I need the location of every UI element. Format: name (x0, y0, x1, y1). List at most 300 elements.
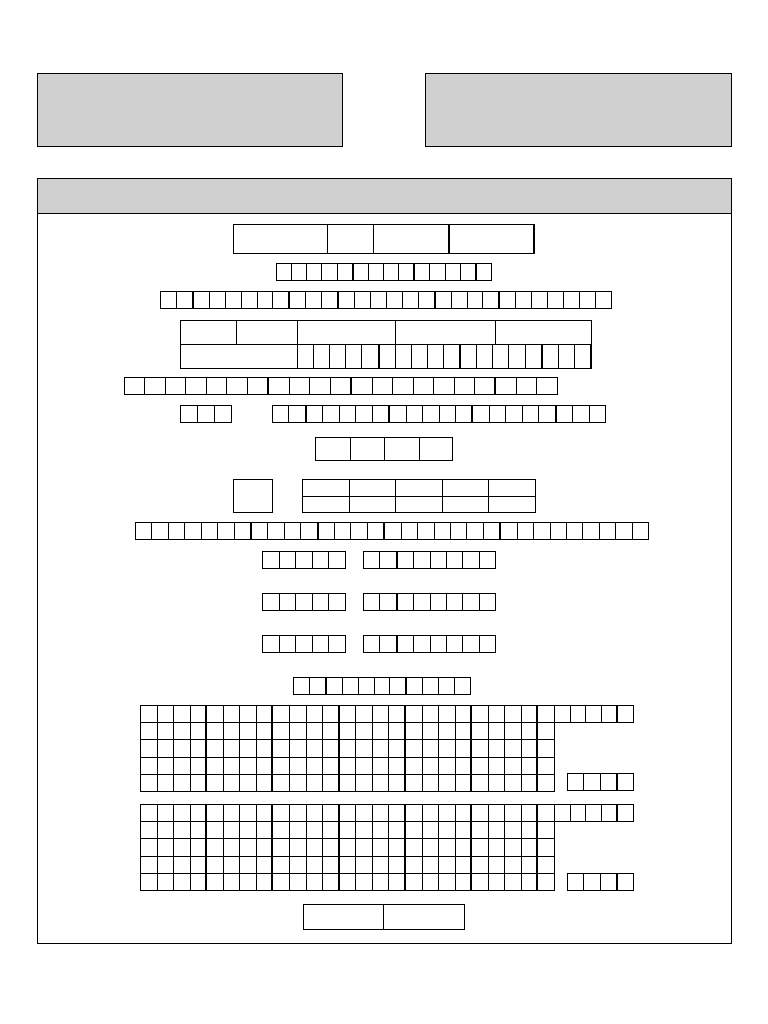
strip-cell (455, 378, 475, 394)
strip-cell (431, 594, 447, 610)
strip-cell (194, 292, 210, 308)
grid-cell (372, 873, 390, 891)
strip-cell (583, 523, 599, 539)
strip-cell (319, 523, 335, 539)
grid-cell (190, 757, 208, 775)
strip-cell (444, 345, 461, 368)
strip-cell (330, 345, 346, 368)
grid-cell (322, 821, 340, 839)
strip-cell (452, 292, 468, 308)
strip-cell (616, 523, 632, 539)
strip-cell (145, 378, 165, 394)
grid-cell (157, 739, 175, 757)
grid-b-side-top (554, 804, 634, 822)
strip-cell (467, 523, 483, 539)
grid-cell (537, 739, 555, 757)
grid-cell (223, 856, 241, 874)
grid-cell (388, 757, 406, 775)
grid-cell (488, 757, 506, 775)
strip-cell (369, 264, 384, 280)
strip-cell (567, 523, 583, 539)
grid-cell (372, 757, 390, 775)
grid-cell (173, 856, 191, 874)
strip-cell (534, 523, 550, 539)
grid-cell (190, 739, 208, 757)
strip-cell (248, 378, 269, 394)
strip-cell (298, 345, 314, 368)
grid-cell (405, 821, 423, 839)
strip-cell (618, 874, 634, 890)
grid-cell (339, 838, 357, 856)
grid-a-side-top (554, 705, 634, 723)
grid-cell (471, 722, 489, 740)
grid-cell (388, 722, 406, 740)
top-right-box (425, 73, 732, 147)
strip-cell (289, 406, 306, 422)
grid-cell (306, 705, 324, 723)
main-panel (37, 178, 732, 944)
grid-cell (455, 739, 473, 757)
grid-a-side-bottom (567, 773, 634, 791)
strip-cell (490, 406, 506, 422)
grid-cell (140, 774, 158, 792)
strip-cell (539, 406, 556, 422)
grid-cell (339, 856, 357, 874)
small-table (302, 479, 536, 513)
strip-cell (364, 636, 380, 652)
grid-cell (306, 757, 324, 775)
grid-cell (157, 838, 175, 856)
grid-cell (173, 757, 191, 775)
grid-cell (537, 705, 555, 723)
strip-cell (601, 874, 618, 890)
strip-cell (235, 523, 252, 539)
grid-cell (471, 757, 489, 775)
grid-cell (256, 838, 274, 856)
strip-cell (331, 378, 352, 394)
strip-cell (343, 678, 359, 694)
grid-cell (455, 705, 473, 723)
strip-cell (387, 292, 403, 308)
strip-cell (280, 636, 297, 652)
grid-cell (488, 774, 506, 792)
strip-cell (263, 636, 280, 652)
grid-cell (405, 757, 423, 775)
strip-row-5 (135, 522, 649, 540)
grid-cell (256, 856, 274, 874)
strip-row-4-long (272, 405, 606, 423)
strip-cell (285, 523, 301, 539)
grid-cell (471, 705, 489, 723)
strip-cell (468, 292, 484, 308)
grid-cell (140, 838, 158, 856)
strip-cell (398, 552, 414, 568)
grid-cell (537, 873, 555, 891)
grid-cell (438, 705, 456, 723)
strip-row-2 (160, 291, 612, 309)
grid-cell (190, 774, 208, 792)
grid-cell (521, 856, 539, 874)
grid-cell (140, 856, 158, 874)
strip-cell (294, 678, 310, 694)
strip-cell (273, 406, 289, 422)
strip-cell (263, 594, 280, 610)
grid-cell (239, 838, 257, 856)
grid-cell (405, 873, 423, 891)
grid-cell (339, 757, 357, 775)
grid-cell (157, 873, 175, 891)
grid-cell (355, 757, 373, 775)
strip-cell (399, 264, 415, 280)
strip-cell (169, 523, 185, 539)
grid-cell (157, 774, 175, 792)
grid-cell (537, 804, 555, 822)
grid-cell (455, 722, 473, 740)
grid-cell (339, 705, 357, 723)
strip-cell (339, 292, 355, 308)
grid-cell (405, 722, 423, 740)
strip-cell (313, 636, 330, 652)
grid-cell (405, 856, 423, 874)
grid-cell (405, 739, 423, 757)
strip-cell (590, 406, 606, 422)
grid-cell (256, 722, 274, 740)
grid-cell (157, 705, 175, 723)
grid-cell (488, 705, 506, 723)
grid-cell (504, 856, 522, 874)
strip-cell (314, 345, 330, 368)
strip-cell (428, 345, 444, 368)
strip-cell (215, 406, 232, 422)
strip-cell (269, 378, 289, 394)
strip-cell (280, 552, 297, 568)
grid-cell (521, 739, 539, 757)
strip-cell (364, 552, 380, 568)
grid-cell (140, 804, 158, 822)
grid-cell (488, 739, 506, 757)
grid-cell (488, 873, 506, 891)
strip-cell (456, 406, 473, 422)
grid-cell (438, 821, 456, 839)
top-left-box (37, 73, 343, 147)
strip-row-9 (293, 677, 471, 695)
grid-cell (339, 804, 357, 822)
grid-cell (405, 838, 423, 856)
grid-cell (256, 739, 274, 757)
strip-cell (559, 345, 575, 368)
grid-cell (405, 804, 423, 822)
strip-cell (431, 552, 447, 568)
grid-cell (422, 757, 440, 775)
strip-cell (268, 523, 284, 539)
grid-cell (422, 856, 440, 874)
grid-cell (223, 774, 241, 792)
grid-cell (239, 821, 257, 839)
strip-cell (501, 523, 517, 539)
strip-cell (380, 636, 397, 652)
strip-cell (618, 774, 634, 790)
strip-cell (307, 264, 322, 280)
grid-cell (173, 838, 191, 856)
grid-cell (521, 774, 539, 792)
strip-cell (396, 345, 412, 368)
strip-cell (446, 264, 461, 280)
grid-cell (173, 739, 191, 757)
grid-cell (239, 722, 257, 740)
strip-cell (296, 594, 313, 610)
grid-cell (372, 821, 390, 839)
strip-cell (436, 292, 452, 308)
grid-cell (206, 804, 224, 822)
strip-cell (306, 292, 322, 308)
strip-cell (181, 406, 198, 422)
strip-cell (362, 345, 379, 368)
grid-cell (471, 856, 489, 874)
strip-cell (207, 378, 227, 394)
grid-cell (504, 804, 522, 822)
strip-cell (483, 292, 500, 308)
strip-cell (573, 406, 589, 422)
strip-cell (523, 406, 539, 422)
grid-cell (223, 804, 241, 822)
grid-cell (306, 774, 324, 792)
grid-cell (256, 821, 274, 839)
strip-cell (484, 523, 501, 539)
strip-cell (412, 345, 428, 368)
grid-cell (289, 804, 307, 822)
strip-cell (390, 678, 407, 694)
strip-cell (380, 552, 397, 568)
strip-pair-1-left (262, 551, 346, 569)
grid-cell (322, 873, 340, 891)
strip-cell (354, 264, 369, 280)
grid-cell (223, 739, 241, 757)
strip-cell (548, 292, 564, 308)
grid-cell (471, 804, 489, 822)
grid-cell (355, 774, 373, 792)
strip-cell (475, 378, 496, 394)
strip-row-1 (276, 263, 492, 281)
grid-cell (422, 774, 440, 792)
strip-cell (414, 552, 430, 568)
grid-cell (206, 705, 224, 723)
grid-cell (455, 873, 473, 891)
grid-cell (173, 821, 191, 839)
grid-cell (438, 739, 456, 757)
strip-cell (385, 523, 401, 539)
grid-cell (521, 804, 539, 822)
strip-cell (263, 552, 280, 568)
grid-cell (372, 722, 390, 740)
strip-cell (227, 378, 247, 394)
grid-cell (256, 774, 274, 792)
strip-cell (218, 523, 234, 539)
strip-cell (380, 594, 397, 610)
strip-cell (186, 378, 206, 394)
strip-cell (451, 523, 467, 539)
grid-cell (157, 856, 175, 874)
grid-cell (190, 873, 208, 891)
grid-cell (256, 757, 274, 775)
grid-cell (504, 739, 522, 757)
strip-cell (496, 378, 516, 394)
strip-cell (419, 292, 436, 308)
strip-cell (355, 292, 371, 308)
strip-cell (543, 345, 559, 368)
strip-cell (509, 345, 525, 368)
strip-cell (526, 345, 543, 368)
strip-cell (277, 264, 292, 280)
grid-cell (537, 774, 555, 792)
grid-cell (322, 739, 340, 757)
strip-pair-2-right (363, 593, 496, 611)
strip-cell (415, 264, 430, 280)
grid-cell (521, 705, 539, 723)
strip-cell (568, 774, 584, 790)
strip-cell (390, 406, 406, 422)
grid-a (140, 705, 554, 791)
strip-cell (327, 678, 343, 694)
strip-row-3-a (124, 377, 558, 395)
strip-pair-3-right (363, 635, 496, 653)
strip-cell (584, 874, 600, 890)
grid-cell (521, 821, 539, 839)
segment-box-1 (233, 224, 535, 254)
grid-cell (438, 722, 456, 740)
strip-cell (329, 552, 346, 568)
strip-cell (430, 264, 445, 280)
grid-cell (388, 873, 406, 891)
grid-cell (355, 739, 373, 757)
grid-cell (488, 856, 506, 874)
grid-cell (206, 722, 224, 740)
grid-cell (173, 722, 191, 740)
strip-cell (480, 594, 496, 610)
strip-cell (455, 678, 471, 694)
strip-cell (423, 678, 439, 694)
grid-cell (206, 821, 224, 839)
grid-cell (504, 722, 522, 740)
strip-cell (439, 678, 455, 694)
strip-cell (384, 264, 399, 280)
strip-cell (166, 378, 186, 394)
grid-cell (157, 821, 175, 839)
grid-cell (272, 821, 290, 839)
strip-cell (373, 406, 390, 422)
grid-cell (537, 821, 555, 839)
strip-cell (323, 406, 339, 422)
strip-cell (473, 406, 489, 422)
strip-cell (551, 523, 567, 539)
grid-cell (504, 774, 522, 792)
grid-cell (140, 821, 158, 839)
grid-cell (239, 757, 257, 775)
grid-cell (322, 722, 340, 740)
strip-cell (493, 345, 509, 368)
grid-cell (339, 774, 357, 792)
grid-cell (157, 804, 175, 822)
grid-b (140, 804, 554, 890)
grid-cell (471, 739, 489, 757)
strip-cell (601, 774, 618, 790)
grid-cell (504, 705, 522, 723)
grid-cell (289, 705, 307, 723)
strip-cell (402, 523, 418, 539)
strip-cell (463, 636, 479, 652)
strip-cell (555, 805, 571, 821)
strip-cell (290, 292, 306, 308)
grid-cell (239, 873, 257, 891)
grid-cell (239, 739, 257, 757)
grid-cell (239, 774, 257, 792)
grid-cell (521, 873, 539, 891)
segment-box-2 (315, 437, 453, 461)
grid-cell (190, 804, 208, 822)
grid-cell (388, 705, 406, 723)
grid-cell (488, 821, 506, 839)
strip-cell (602, 706, 619, 722)
grid-cell (422, 722, 440, 740)
strip-cell (461, 264, 477, 280)
grid-cell (306, 804, 324, 822)
strip-cell (602, 805, 619, 821)
strip-pair-3-left (262, 635, 346, 653)
grid-cell (256, 705, 274, 723)
grid-cell (438, 873, 456, 891)
strip-cell (280, 594, 297, 610)
strip-cell (210, 292, 226, 308)
strip-cell (580, 292, 596, 308)
strip-cell (584, 774, 600, 790)
grid-cell (488, 804, 506, 822)
grid-cell (355, 838, 373, 856)
grid-cell (521, 722, 539, 740)
strip-cell (414, 636, 430, 652)
grid-cell (289, 821, 307, 839)
grid-cell (339, 722, 357, 740)
grid-cell (272, 757, 290, 775)
grid-cell (422, 804, 440, 822)
grid-cell (388, 804, 406, 822)
grid-cell (289, 774, 307, 792)
grid-cell (322, 856, 340, 874)
grid-cell (471, 838, 489, 856)
strip-cell (351, 523, 367, 539)
strip-cell (136, 523, 152, 539)
strip-pair-2-left (262, 593, 346, 611)
grid-cell (223, 757, 241, 775)
main-panel-header (38, 179, 731, 214)
strip-cell (407, 678, 423, 694)
strip-cell (557, 406, 573, 422)
grid-cell (455, 821, 473, 839)
grid-cell (206, 856, 224, 874)
grid-cell (537, 856, 555, 874)
grid-cell (289, 873, 307, 891)
grid-cell (173, 774, 191, 792)
strip-cell (338, 264, 354, 280)
strip-cell (447, 552, 463, 568)
strip-cell (352, 378, 372, 394)
grid-cell (438, 856, 456, 874)
strip-cell (431, 636, 447, 652)
grid-cell (504, 821, 522, 839)
grid-cell (422, 739, 440, 757)
strip-cell (568, 874, 584, 890)
grid-cell (223, 873, 241, 891)
grid-cell (272, 739, 290, 757)
grid-cell (471, 774, 489, 792)
